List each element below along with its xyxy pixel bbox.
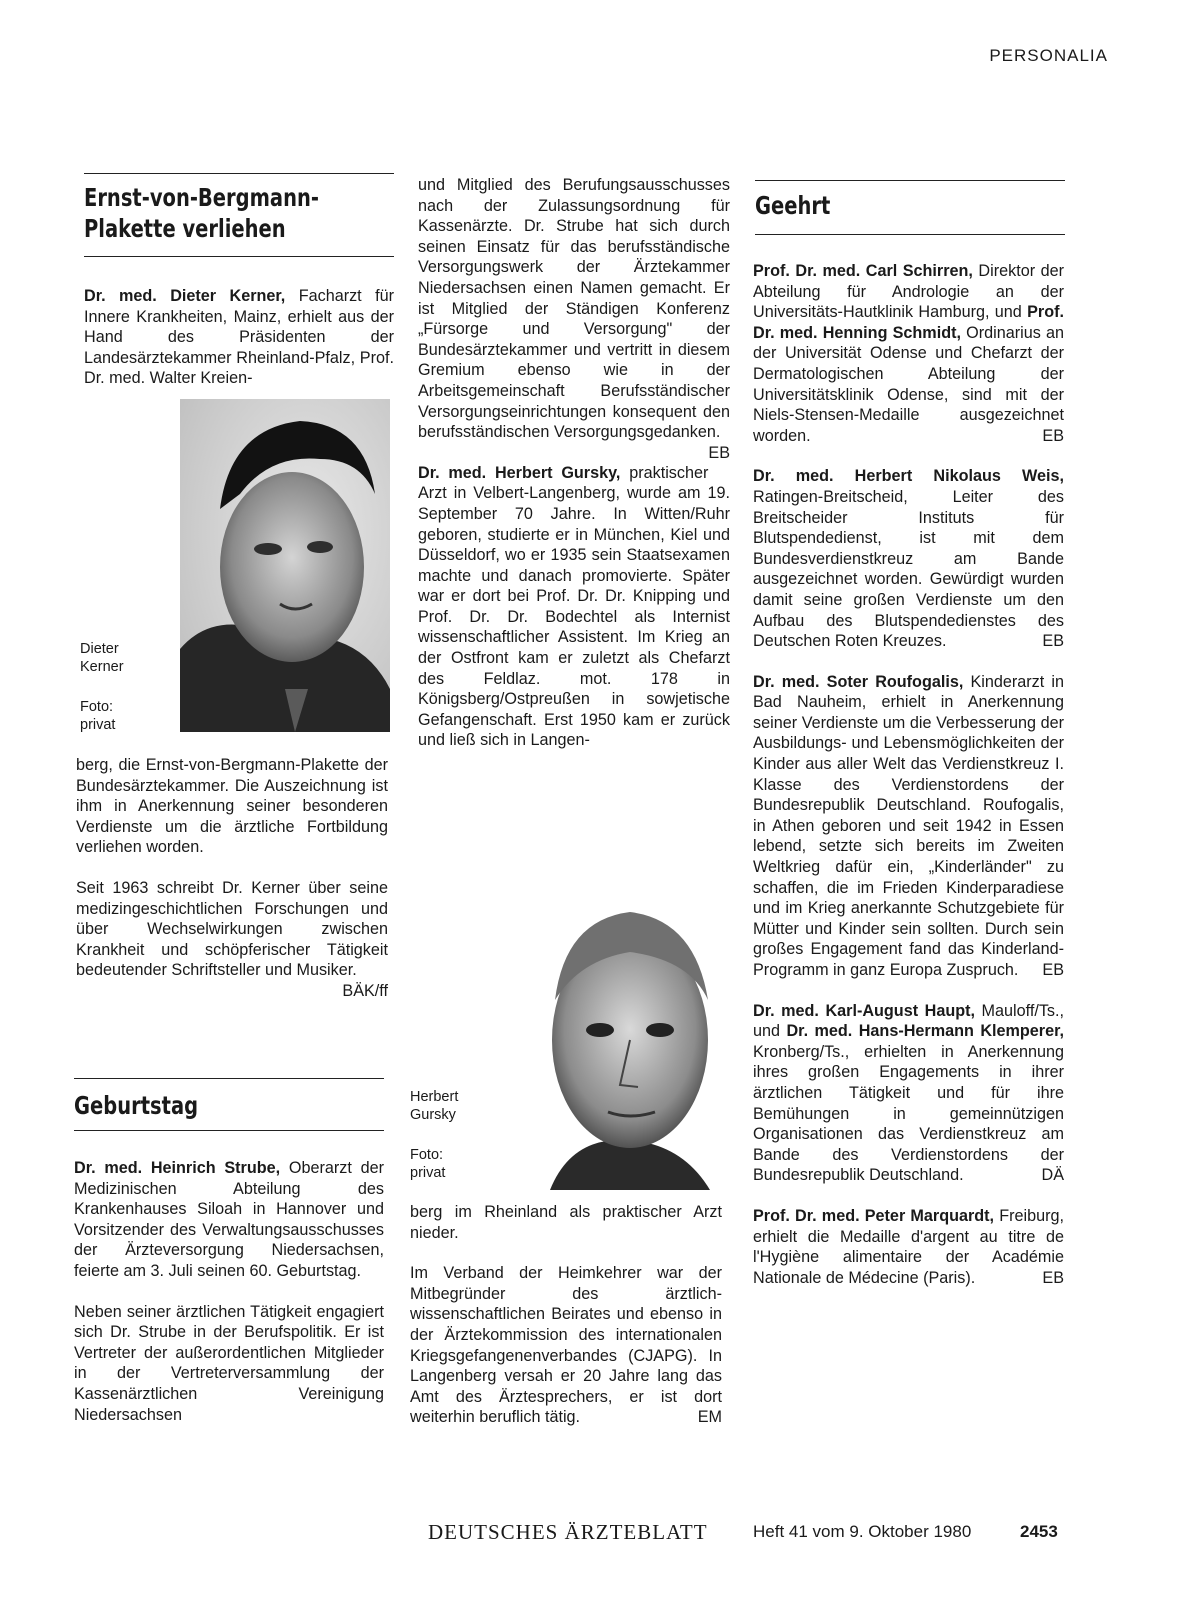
caption-gursky: [410, 1088, 458, 1124]
headline-geehrt: Geehrt: [755, 191, 831, 220]
portrait-gursky-image: [520, 890, 730, 1190]
paragraph-strube-2: Neben seiner ärztlichen Tätigkeit engagiert sich Dr. Strube in der Berufspolitik. Er ist Vertreter der außerordentlichen Mitglieder in der Vertreterversammlung der Kassenärztlichen Vereinigung Niedersachsen: [74, 1302, 384, 1424]
caption-kerner-credit: [80, 698, 115, 734]
name-kerner: Dr. med. Dieter Kerner,: [84, 287, 286, 305]
text-gursky-3: Im Verband der Heimkehrer war der Mitbegründer des ärztlich-wissenschaftlichen Beirates und ebenso in der Ärztekommission des internationalen Kriegsgefangenenverbandes (CJAPG). In Langenberg versah er 20 Jahre lang das Amt des Ärztesprechers, er ist dort weiterhin beruflich tätig.: [410, 1264, 722, 1427]
caption-kerner-credit1: Foto:: [80, 699, 114, 715]
paragraph-gursky-2: berg im Rheinland als praktischer Arzt nieder.: [410, 1203, 722, 1242]
rule-col3-top: [755, 180, 1065, 181]
caption-kerner-name1: Dieter: [80, 641, 119, 657]
signature-schirren: EB: [1042, 426, 1064, 445]
caption-kerner-credit2: privat: [80, 717, 116, 733]
signature-kerner: BÄK/ff: [342, 981, 388, 1000]
paragraph-haupt-klemperer: [753, 1001, 1064, 1186]
paragraph-roufogalis: [753, 672, 1064, 981]
rule-col1-under-headline: [84, 256, 394, 257]
text-klemperer: Kronberg/Ts., erhielten in Anerkennung ihres großen Engagements in ihrer ärztlichen Tätigkeit und für ihre Bemühungen in gemeinnützigen Organisationen das Verdienstkreuz am Bande des Verdienstordens der Bundesrepublik Deutschland.: [753, 1042, 1064, 1185]
name-schmidt: Prof. Dr. med. Henning Schmidt,: [753, 303, 1064, 342]
paragraph-weis: [753, 466, 1064, 651]
article-strube: [74, 1158, 384, 1445]
signature-gursky: EM: [697, 1408, 722, 1427]
headline-bergmann-line1: Ernst-von-Bergmann-: [84, 183, 319, 212]
caption-kerner-name2: Kerner: [80, 659, 124, 675]
article-strube-continued: [418, 175, 730, 771]
caption-kerner: [80, 640, 124, 676]
paragraph-kerner-3: [76, 878, 388, 1000]
article-kerner-intro: [84, 286, 394, 409]
section-label: PERSONALIA: [989, 46, 1108, 65]
text-kerner-1: Facharzt für Innere Krankheiten, Mainz, erhielt aus der Hand des Präsidenten der Landesärztekammer Rheinland-Pfalz, Prof. Dr. med. Walter Kreien-: [84, 287, 394, 388]
rule-geburtstag-top: [74, 1078, 384, 1079]
signature-marquardt: EB: [1042, 1268, 1064, 1287]
footer-brand: DEUTSCHES ÄRZTEBLATT: [428, 1520, 708, 1544]
paragraph-kerner-2: berg, die Ernst-von-Bergmann-Plakette der Bundesärztekammer. Die Auszeichnung ist ihm in Anerkennung seiner besonderen Verdienste um die ärztliche Fortbildung verliehen worden.: [76, 756, 388, 857]
rule-geburtstag-bottom: [74, 1130, 384, 1131]
footer-page-number: 2453: [1020, 1522, 1058, 1541]
paragraph-marquardt: [753, 1206, 1064, 1288]
headline-bergmann-line2: Plakette verliehen: [84, 214, 286, 243]
name-klemperer: Dr. med. Hans-Hermann Klemperer,: [786, 1022, 1065, 1041]
paragraph-strube-1: [74, 1158, 384, 1282]
text-schmidt: Ordinarius an der Universität Odense und Chefarzt der Dermatologischen Abteilung der Universitätsklinik Odense, sind mit der Niels-Stensen-Medaille ausgezeichnet worden.: [753, 323, 1064, 445]
paragraph-gursky-1: [418, 463, 730, 751]
name-schirren: Prof. Dr. med. Carl Schirren,: [753, 262, 973, 280]
name-haupt: Dr. med. Karl-August Haupt,: [753, 1001, 975, 1020]
signature-haupt: DÄ: [1041, 1166, 1064, 1185]
portrait-kerner-image: [180, 399, 390, 732]
name-weis: Dr. med. Herbert Nikolaus Weis,: [753, 467, 1064, 486]
name-gursky: Dr. med. Herbert Gursky,: [418, 463, 621, 482]
text-gursky-1: praktischer Arzt in Velbert-Langenberg, wurde am 19. September 70 Jahre. In Witten/Ruhr geboren, studierte er in München, Kiel und Düsseldorf, wo er 1935 sein Staatsexamen machte und danach promovierte. Später war er dort bei Prof. Dr. Dr. Knipping und Prof. Dr. Dr. Bodechtel als Internist wissenschaftlicher Assistent. Im Krieg an der Ostfront kam er zuletzt als Chefarzt des Feldlaz. mot. 178 in Königsberg/Ostpreußen in sowjetische Gefangenschaft. Erst 1950 kam er zurück und ließ sich in Langen-: [418, 463, 730, 750]
paragraph-schirren-schmidt: [753, 261, 1064, 446]
text-strube-1: Oberarzt der Medizinischen Abteilung des Krankenhauses Siloah in Hannover und Vorsitzender des Verwaltungsausschusses der Ärzteversorgung Niedersachsen, feierte am 3. Juli seinen 60. Geburtstag.: [74, 1159, 384, 1280]
rule-col3-under-headline: [755, 234, 1065, 235]
name-roufogalis: Dr. med. Soter Roufogalis,: [753, 672, 964, 691]
headline-geburtstag: Geburtstag: [74, 1091, 199, 1120]
paragraph-kerner-1: [84, 286, 394, 389]
text-weis: Ratingen-Breitscheid, Leiter des Breitscheider Instituts für Blutspendedienst, ist mit dem Bundesverdienstkreuz am Bande ausgezeichnet worden. Gewürdigt wurden damit seine großen Verdienste um den Aufbau des Blutspendedienstes des Deutschen Roten Kreuzes.: [753, 487, 1064, 651]
name-strube: Dr. med. Heinrich Strube,: [74, 1159, 281, 1177]
article-gursky-body: [410, 1202, 722, 1448]
paragraph-strube-3: [418, 175, 730, 462]
footer-issue: Heft 41 vom 9. Oktober 1980: [753, 1522, 972, 1541]
photo-herbert-gursky: [520, 890, 730, 1190]
text-roufogalis: Kinderarzt in Bad Nauheim, erhielt in Anerkennung seiner Verdienste um die Verbesserung der Ausbildungs- und Lebensmöglichkeiten der Kinder aus aller Welt das Verdienstkreuz I. Klasse des Verdienstordens der Bundesrepublik Deutschland. Roufogalis, in Athen geboren und seit 1942 in Essen lebend, setzte sich bereits im Zweiten Weltkrieg dafür ein, „Kinderländer" zu schaffen, die im Frieden Kinderparadiese und im Krieg anerkannte Schutzgebiete für Mütter und Kinder sein sollten. Durch sein großes Engagement fand das Kinderland-Programm in ganz Europa Zuspruch.: [753, 672, 1064, 979]
article-geehrt: [753, 261, 1064, 1308]
caption-gursky-credit: [410, 1146, 445, 1182]
name-marquardt: Prof. Dr. med. Peter Marquardt,: [753, 1206, 995, 1225]
rule-col1-top: [84, 173, 394, 174]
caption-gursky-name2: Gursky: [410, 1107, 456, 1123]
text-haupt: Mauloff/Ts., und: [753, 1001, 1064, 1041]
paragraph-gursky-3: [410, 1263, 722, 1428]
headline-bergmann: [84, 182, 319, 244]
text-marquardt: Freiburg, erhielt die Medaille d'argent au titre de l'Hygiène alimentaire der Académie Nationale de Médecine (Paris).: [753, 1206, 1064, 1287]
text-kerner-3: Seit 1963 schreibt Dr. Kerner über seine medizingeschichtlichen Forschungen und über Wechselwirkungen zwischen Krankheit und schöpferischer Tätigkeit bedeutender Schriftsteller und Musiker.: [76, 878, 388, 980]
text-schirren: Direktor der Abteilung für Andrologie an der Universitäts-Hautklinik Hamburg, und: [753, 262, 1064, 322]
text-strube-3: und Mitglied des Berufungsausschusses nach der Zulassungsordnung für Kassenärzte. Dr. Strube hat sich durch seinen Einsatz für das berufsständische Versorgungswerk der Ärztekammer Niedersachsen einen Namen gemacht. Er ist Mitglied der Ständigen Konferenz „Fürsorge und Versorgung" der Bundesärztekammer und vertritt in diesem Gremium ebenso wie in der Arbeitsgemeinschaft Berufsständischer Versorgungseinrichtungen konsequent den berufsständischen Versorgungsgedanken.: [418, 176, 730, 442]
signature-roufogalis: EB: [1042, 961, 1064, 979]
article-kerner-body: [76, 755, 388, 1002]
caption-gursky-credit2: privat: [410, 1165, 446, 1181]
signature-weis: EB: [1042, 632, 1064, 651]
signature-strube: EB: [708, 443, 730, 462]
caption-gursky-credit1: Foto:: [410, 1147, 444, 1163]
photo-dieter-kerner: [180, 399, 390, 732]
caption-gursky-name1: Herbert: [410, 1089, 459, 1105]
